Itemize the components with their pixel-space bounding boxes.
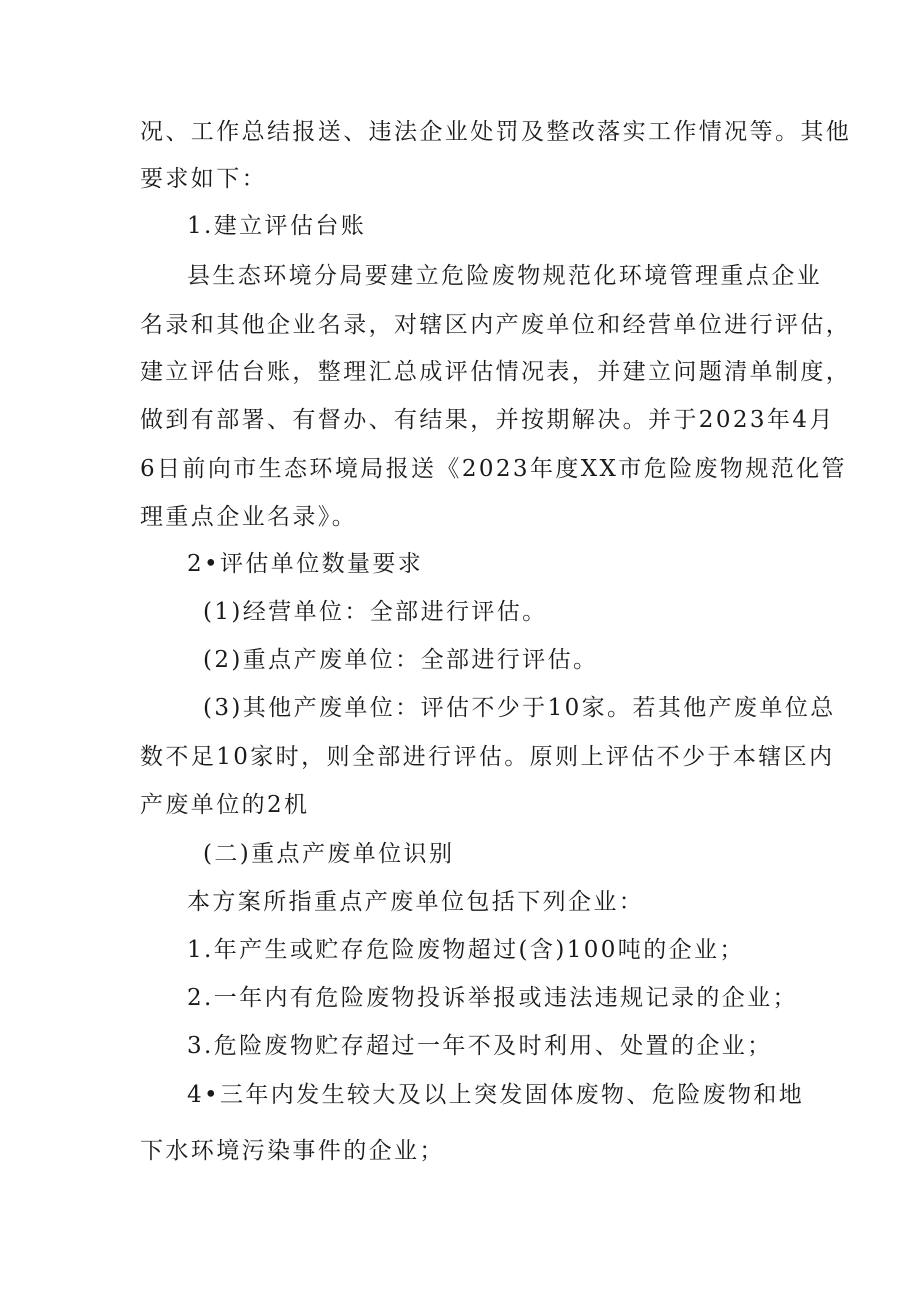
paragraph-line: 县生态环境分局要建立危险废物规范化环境管理重点企业 <box>187 263 822 289</box>
paragraph-line: 产废单位的2机 <box>140 792 310 818</box>
list-item: 4•三年内发生较大及以上突发固体废物、危险废物和地 <box>187 1082 805 1108</box>
paragraph-line: 6日前向市生态环境局报送《2023年度XX市危险废物规范化管 <box>140 456 847 482</box>
paragraph-line: 名录和其他企业名录，对辖区内产废单位和经营单位进行评估， <box>140 312 852 338</box>
paragraph-line: 本方案所指重点产废单位包括下列企业： <box>187 889 645 915</box>
list-item: 2.一年内有危险废物投诉举报或违法违规记录的企业； <box>187 985 798 1011</box>
paragraph-line: 况、工作总结报送、违法企业处罚及整改落实工作情况等。其他 <box>140 119 852 145</box>
paragraph-line: 下水环境污染事件的企业； <box>140 1138 445 1164</box>
paragraph-line: 要求如下： <box>140 166 267 192</box>
list-item: (3)其他产废单位：评估不少于10家。若其他产废单位总 <box>203 695 836 721</box>
paragraph-line: 数不足10家时，则全部进行评估。原则上评估不少于本辖区内 <box>140 744 835 770</box>
section-heading: 2•评估单位数量要求 <box>187 551 424 577</box>
list-item: (1)经营单位：全部进行评估。 <box>203 599 548 625</box>
paragraph-line: 理重点企业名录》。 <box>140 504 358 530</box>
paragraph-line: 建立评估台账，整理汇总成评估情况表，并建立问题清单制度， <box>140 359 852 385</box>
section-heading: (二)重点产废单位识别 <box>203 841 455 867</box>
list-item: 3.危险废物贮存超过一年不及时利用、处置的企业； <box>187 1033 773 1059</box>
section-heading: 1.建立评估台账 <box>187 213 367 239</box>
list-item: 1.年产生或贮存危险废物超过(含)100吨的企业； <box>187 937 745 963</box>
list-item: (2)重点产废单位：全部进行评估。 <box>203 647 599 673</box>
paragraph-line: 做到有部署、有督办、有结果，并按期解决。并于2023年4月 <box>140 407 835 433</box>
